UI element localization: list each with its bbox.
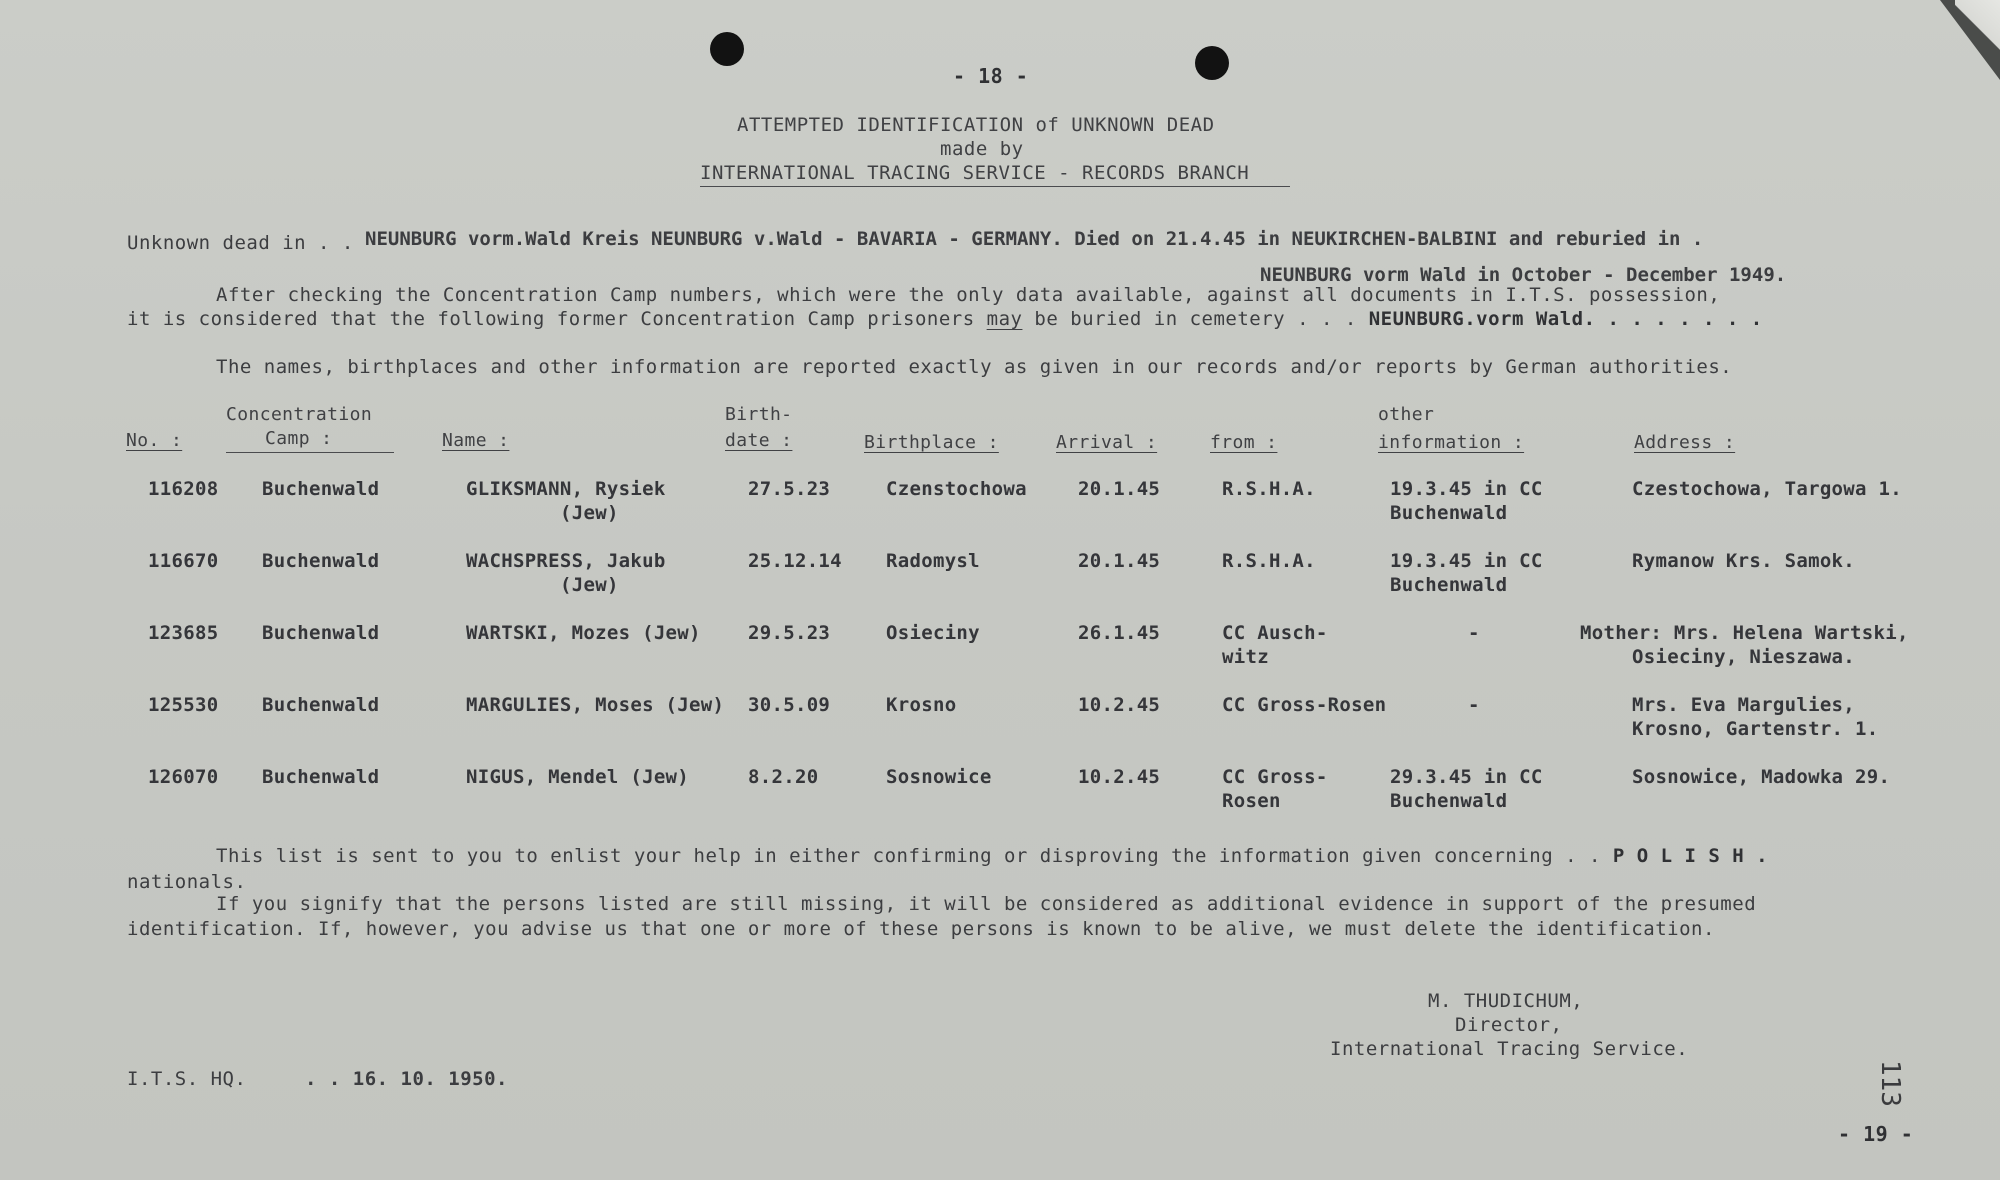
checking-line-2-prefix: it is considered that the following former Concentration Camp prisoners [127, 308, 975, 330]
header-other: information : [1378, 432, 1525, 453]
title-line-3: INTERNATIONAL TRACING SERVICE - RECORDS BRANCH [700, 162, 1250, 184]
cell-addr: Czestochowa, Targowa 1. [1632, 478, 1902, 500]
cell-addr: Mother: Mrs. Helena Wartski, [1580, 622, 1909, 644]
cell-from-line2: Rosen [1222, 790, 1281, 812]
page-number-top: - 18 - [953, 64, 1029, 88]
cell-no: 116670 [148, 550, 219, 572]
header-camp-top: Concentration [226, 404, 373, 425]
cell-info: - [1468, 622, 1480, 644]
header-birthplace: Birthplace : [864, 432, 999, 453]
header-name: Name : [442, 430, 510, 451]
signature-name: M. THUDICHUM, [1428, 990, 1584, 1012]
cell-no: 116208 [148, 478, 219, 500]
cell-no: 123685 [148, 622, 219, 644]
cell-camp: Buchenwald [262, 622, 380, 644]
cell-arrival: 20.1.45 [1078, 478, 1161, 500]
cell-name-line2: (Jew) [560, 574, 619, 596]
header-birthdate: date : [725, 430, 793, 451]
header-camp: Camp : [265, 428, 333, 449]
cell-addr-line2: Osieciny, Nieszawa. [1632, 646, 1856, 668]
signature-role: Director, [1455, 1014, 1563, 1036]
cell-camp: Buchenwald [262, 550, 380, 572]
cell-birthdate: 25.12.14 [748, 550, 842, 572]
issue-date-value: 16. 10. 1950. [352, 1068, 508, 1090]
cell-from: R.S.H.A. [1222, 550, 1316, 572]
cemetery-location: NEUNBURG.vorm Wald. . . . . . . . [1368, 308, 1763, 330]
unknown-dead-location: NEUNBURG vorm.Wald Kreis NEUNBURG v.Wald - BAVARIA - GERMANY. Died on 21.4.45 in NEUKIRCHEN-BALBINI and reburied in . [365, 228, 1704, 250]
cell-arrival: 20.1.45 [1078, 550, 1161, 572]
closing-line-1 [216, 845, 1768, 867]
cell-name: WARTSKI, Mozes (Jew) [466, 622, 701, 644]
cell-birthplace: Czenstochowa [886, 478, 1027, 500]
cell-from: CC Gross- [1222, 766, 1328, 788]
cell-info: 29.3.45 in CC [1390, 766, 1543, 788]
cell-birthdate: 29.5.23 [748, 622, 831, 644]
header-address: Address : [1634, 432, 1736, 453]
closing-line-2: nationals. [127, 871, 247, 893]
cell-no: 125530 [148, 694, 219, 716]
cell-birthdate: 27.5.23 [748, 478, 831, 500]
punch-hole-left [710, 32, 744, 66]
cell-from: CC Gross-Rosen [1222, 694, 1387, 716]
cell-no: 126070 [148, 766, 219, 788]
cell-from: R.S.H.A. [1222, 478, 1316, 500]
title-underline [700, 186, 1290, 187]
cell-name: WACHSPRESS, Jakub [466, 550, 666, 572]
cell-birthplace: Sosnowice [886, 766, 992, 788]
title-line-2: made by [940, 138, 1024, 160]
closing-line-1-text: This list is sent to you to enlist your help in either confirming or disproving the information given concerning . . [216, 845, 1601, 867]
checking-line-2-suffix: be buried in cemetery . . . [1034, 308, 1357, 330]
closing-line-3: If you signify that the persons listed are still missing, it will be considered as additional evidence in support of the presumed [216, 893, 1757, 915]
title-line-1: ATTEMPTED IDENTIFICATION of UNKNOWN DEAD [737, 114, 1215, 136]
cell-addr-line2: Krosno, Gartenstr. 1. [1632, 718, 1879, 740]
cell-arrival: 10.2.45 [1078, 694, 1161, 716]
cell-info-line2: Buchenwald [1390, 502, 1508, 524]
cell-addr: Rymanow Krs. Samok. [1632, 550, 1856, 572]
page-number-bottom: - 19 - [1838, 1122, 1914, 1146]
cell-info-line2: Buchenwald [1390, 574, 1508, 596]
checking-may: may [986, 308, 1023, 330]
cell-info: 19.3.45 in CC [1390, 478, 1543, 500]
cell-name: GLIKSMANN, Rysiek [466, 478, 666, 500]
signature-org: International Tracing Service. [1330, 1038, 1689, 1060]
closing-line-4: identification. If, however, you advise us that one or more of these persons is known to be alive, we must delete the identification. [127, 918, 1715, 940]
cell-birthplace: Osieciny [886, 622, 980, 644]
cell-birthplace: Krosno [886, 694, 957, 716]
cell-birthplace: Radomysl [886, 550, 980, 572]
unknown-dead-label: Unknown dead in . . [127, 232, 354, 254]
cell-info-line2: Buchenwald [1390, 790, 1508, 812]
cell-name: MARGULIES, Moses (Jew) [466, 694, 725, 716]
cell-name-line2: (Jew) [560, 502, 619, 524]
names-note: The names, birthplaces and other information are reported exactly as given in our records and/or reports by German authorities. [216, 356, 1733, 378]
side-number: 113 [1875, 1060, 1905, 1107]
cell-info: 19.3.45 in CC [1390, 550, 1543, 572]
reburied-location: NEUNBURG vorm Wald in October - December 1949. [1260, 264, 1787, 286]
issue-date: . . 16. 10. 1950. [305, 1068, 508, 1090]
cell-addr: Mrs. Eva Margulies, [1632, 694, 1856, 716]
cell-birthdate: 8.2.20 [748, 766, 819, 788]
cell-arrival: 10.2.45 [1078, 766, 1161, 788]
cell-camp: Buchenwald [262, 766, 380, 788]
header-birth-top: Birth- [725, 404, 793, 425]
hq-label: I.T.S. HQ. [127, 1068, 247, 1090]
cell-from: CC Ausch- [1222, 622, 1328, 644]
punch-hole-right [1195, 46, 1229, 80]
header-other-top: other [1378, 404, 1435, 425]
cell-name: NIGUS, Mendel (Jew) [466, 766, 690, 788]
cell-camp: Buchenwald [262, 478, 380, 500]
cell-addr: Sosnowice, Madowka 29. [1632, 766, 1891, 788]
checking-line-2 [127, 308, 1763, 330]
cell-from-line2: witz [1222, 646, 1269, 668]
header-arrival: Arrival : [1056, 432, 1158, 453]
header-from: from : [1210, 432, 1278, 453]
cell-arrival: 26.1.45 [1078, 622, 1161, 644]
cell-birthdate: 30.5.09 [748, 694, 831, 716]
nationality: P O L I S H . [1612, 845, 1769, 867]
cell-info: - [1468, 694, 1480, 716]
header-no: No. : [126, 430, 183, 451]
checking-line-1: After checking the Concentration Camp numbers, which were the only data available, against all documents in I.T.S. possession, [216, 284, 1721, 306]
cell-camp: Buchenwald [262, 694, 380, 716]
